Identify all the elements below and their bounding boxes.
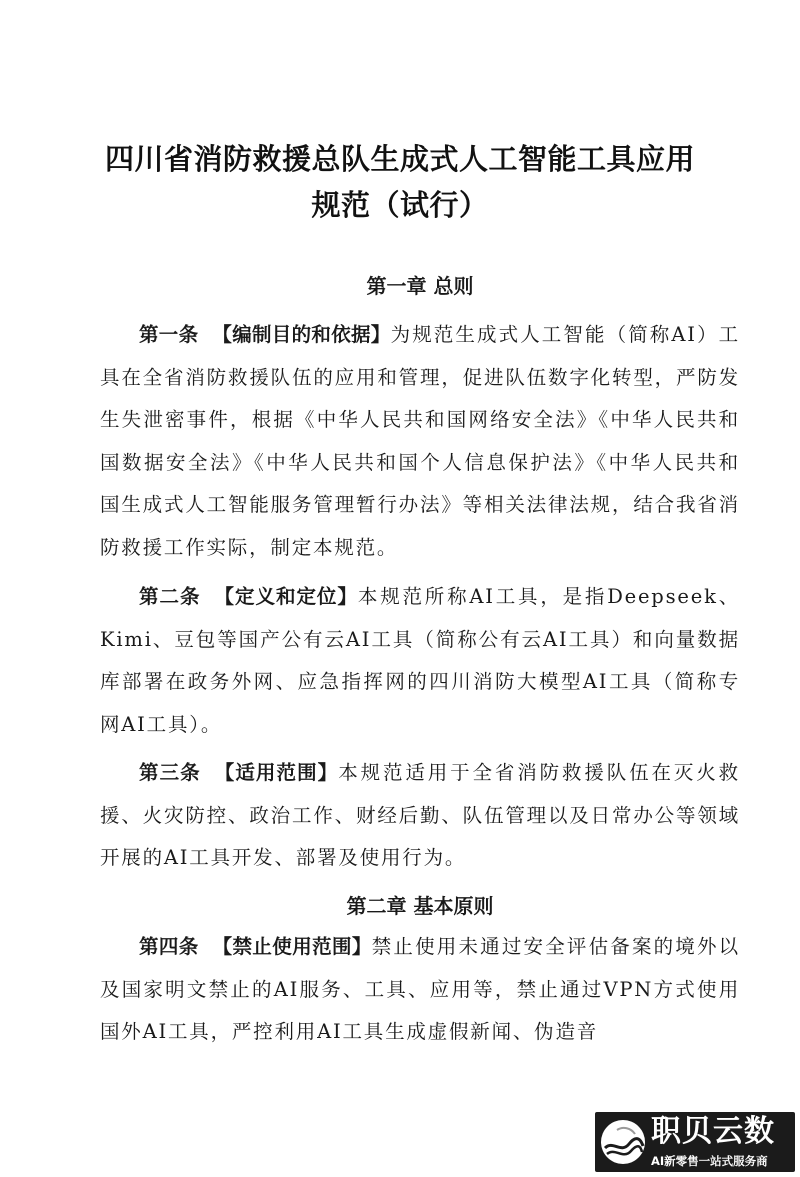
watermark-name: 职贝云数 [651, 1114, 775, 1149]
article-body: 本规范所称AI工具，是指Deepseek、Kimi、豆包等国产公有云AI工具（简称公有云AI工具）和向量数据库部署在政务外网、应急指挥网的四川消防大模型AI工具（简称专网AI工具）。 [100, 585, 740, 736]
article-topic: 【定义和定位】 [214, 585, 358, 608]
article-3 [100, 752, 740, 880]
document-title-line-1: 四川省消防救援总队生成式人工智能工具应用 [104, 142, 695, 176]
article-topic: 【禁止使用范围】 [212, 935, 372, 958]
article-topic: 【适用范围】 [214, 761, 339, 784]
article-body: 禁止使用未通过安全评估备案的境外以及国家明文禁止的AI服务、工具、应用等，禁止通过VPN方式使用国外AI工具，严控利用AI工具生成虚假新闻、伪造音 [100, 935, 740, 1043]
wave-circle-logo-icon [599, 1118, 647, 1166]
article-1 [100, 314, 740, 569]
article-number: 第四条 [139, 935, 199, 958]
article-4 [100, 926, 740, 1054]
article-topic: 【编制目的和依据】 [212, 323, 391, 346]
article-body: 本规范适用于全省消防救援队伍在灭火救援、火灾防控、政治工作、财经后勤、队伍管理以及日常办公等领域开展的AI工具开发、部署及使用行为。 [100, 761, 740, 869]
watermark-logo [595, 1112, 795, 1172]
article-2 [100, 576, 740, 746]
chapter-heading-2: 第二章 基本原则 [346, 894, 494, 918]
chapter-heading-1: 第一章 总则 [366, 274, 474, 298]
document-title-line-2: 规范（试行） [311, 188, 489, 222]
article-number: 第三条 [139, 761, 201, 784]
article-number: 第一条 [139, 323, 199, 346]
article-number: 第二条 [139, 585, 201, 608]
article-body: 为规范生成式人工智能（简称AI）工具在全省消防救援队伍的应用和管理，促进队伍数字化转型，严防发生失泄密事件，根据《中华人民共和国网络安全法》《中华人民共和国数据安全法》《中华人民共和国个人信息保护法》《中华人民共和国生成式人工智能服务管理暂行办法》等相关法律法规，结合我省消防救援工作实际，制定本规范。 [100, 323, 740, 559]
watermark-slogan: AI新零售一站式服务商 [651, 1154, 768, 1168]
document-title [60, 136, 740, 228]
